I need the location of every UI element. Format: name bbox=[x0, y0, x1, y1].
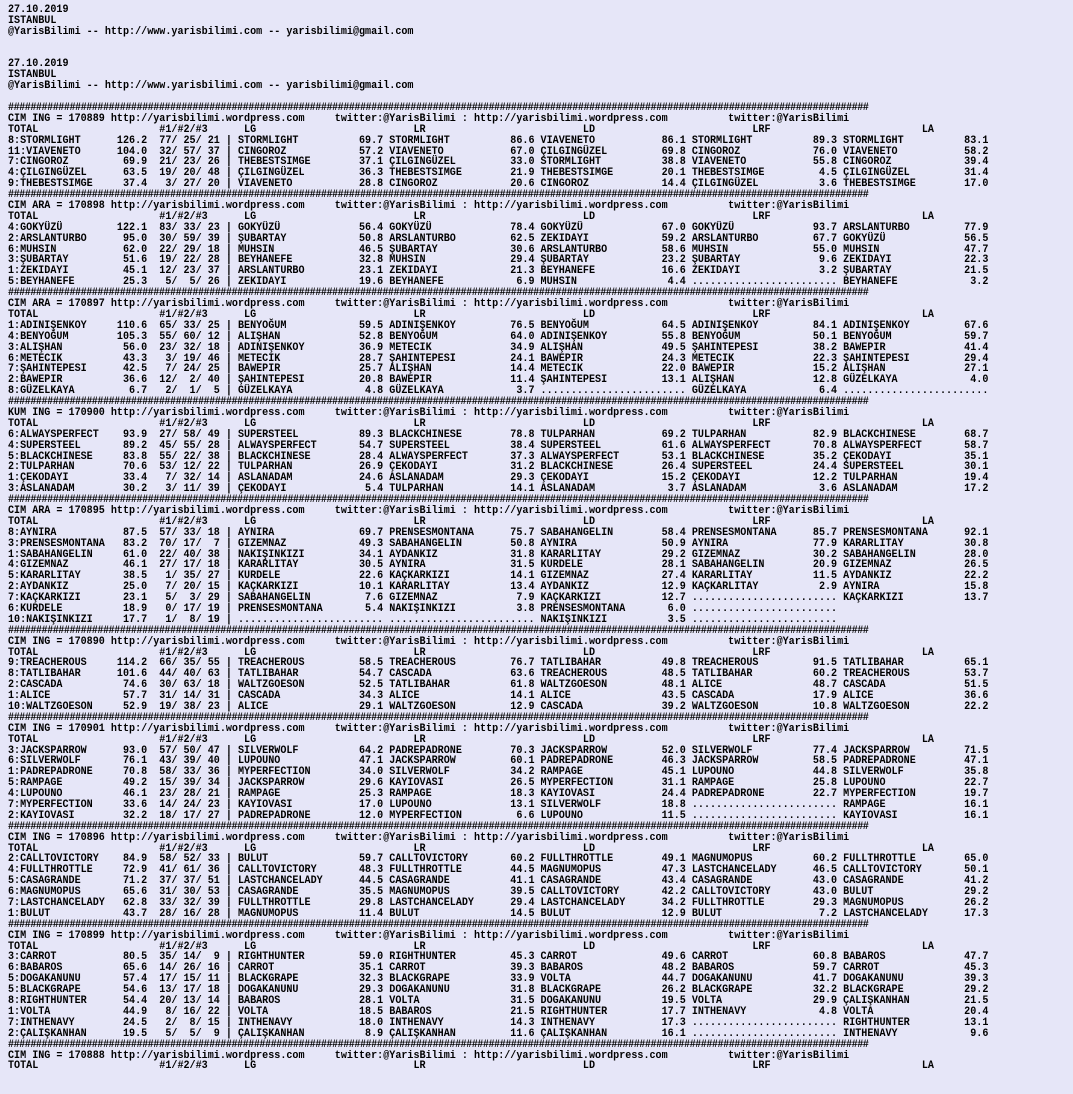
race-title: CIM ING = 170888 http://yarisbilimi.wordpress.com twitter:@YarisBilimi : http://yarisbilimi.wordpress.com twitter:@YarisBilimi bbox=[8, 1049, 850, 1062]
table-row: 2:KAYIOVASI 32.2 18/ 17/ 27 | PADREPADRONE 12.0 MYPERFECTION 6.6 LUPOUNO 11.5 ........................ KAYIOVASI 16.1 bbox=[8, 809, 989, 822]
report-contact: @YarisBilimi -- http://www.yarisbilimi.com -- yarisbilimi@gmail.com bbox=[8, 80, 414, 93]
table-row: 9:TREACHEROUS 114.2 66/ 35/ 55 | TREACHEROUS 58.5 TREACHEROUS 76.7 TATLIBAHAR 49.8 TREACHEROUS 91.5 TATLIBAHAR 65.1 bbox=[8, 657, 989, 670]
table-row: 1:ZEKIDAYI 45.1 12/ 23/ 37 | ARSLANTURBO 23.1 ZEKIDAYI 21.3 BEYHANEFE 16.6 ZEKIDAYI 3.2 ŞUBARTAY 21.5 bbox=[8, 265, 989, 278]
table-row: 5:KARARLITAY 38.5 1/ 35/ 27 | KURDELE 22.6 KAÇKARKIZI 14.1 GIZEMNAZ 27.4 KARARLITAY 11.5 AYDANKIZ 22.2 bbox=[8, 570, 989, 583]
header-block-1 bbox=[8, 5, 1073, 38]
table-row: 3:JACKSPARROW 93.0 57/ 50/ 47 | SILVERWOLF 64.2 PADREPADRONE 70.3 JACKSPARROW 52.0 SILVERWOLF 77.4 JACKSPARROW 71.5 bbox=[8, 744, 989, 757]
column-header: TOTAL #1/#2/#3 LG LR LD LRF LA bbox=[8, 515, 934, 528]
race-section bbox=[8, 190, 1073, 288]
table-row: 10:WALTZGOESON 52.9 19/ 38/ 23 | ALICE 29.1 WALTZGOESON 12.9 CASCADA 39.2 WALTZGOESON 10.8 WALTZGOESON 22.2 bbox=[8, 701, 989, 713]
table-row: 4:LUPOUNO 46.1 23/ 28/ 21 | RAMPAGE 25.3 RAMPAGE 18.3 KAYIOVASI 24.4 PADREPADRONE 22.7 MYPERFECTION 19.7 bbox=[8, 788, 989, 801]
table-row: 8:STORMLIGHT 126.2 77/ 25/ 21 | STORMLIGHT 69.7 STORMLIGHT 86.6 VIAVENETO 86.1 STORMLIGHT 89.3 STORMLIGHT 83.1 bbox=[8, 134, 989, 147]
table-row: 5:CASAGRANDE 71.2 37/ 37/ 51 | LASTCHANCELADY 44.5 CASAGRANDE 41.1 CASAGRANDE 43.4 CASAGRANDE 43.0 CASAGRANDE 41.2 bbox=[8, 875, 989, 888]
table-row: 1:BULUT 43.7 28/ 16/ 28 | MAGNUMOPUS 11.4 BULUT 14.5 BULUT 12.9 BULUT 7.2 LASTCHANCELADY 17.3 bbox=[8, 907, 989, 920]
table-row: 2:BAWEPIR 36.6 12/ 2/ 40 | ŞAHINTEPESI 20.8 BAWEPIR 11.4 ŞAHINTEPESI 13.1 ALIŞHAN 12.8 GÜZELKAYA 4.0 bbox=[8, 374, 989, 387]
table-row: 8:AYNIRA 87.5 57/ 33/ 18 | AYNIRA 69.7 PRENSESMONTANA 75.7 SABAHANGELIN 58.4 PRENSESMONTANA 85.7 PRENSESMONTANA 92.1 bbox=[8, 526, 989, 539]
table-row: 1:SABAHANGELIN 61.0 22/ 40/ 38 | NAKIŞINKIZI 34.1 AYDANKIZ 31.8 KARARLITAY 29.2 GIZEMNAZ 30.2 SABAHANGELIN 28.0 bbox=[8, 548, 989, 561]
column-header: TOTAL #1/#2/#3 LG LR LD LRF LA bbox=[8, 417, 934, 430]
table-row: 1:PADREPADRONE 70.8 58/ 33/ 36 | MYPERFECTION 34.0 SILVERWOLF 34.2 RAMPAGE 45.1 LUPOUNO 44.8 SILVERWOLF 35.8 bbox=[8, 766, 989, 779]
column-header: TOTAL #1/#2/#3 LG LR LD LRF LA bbox=[8, 308, 934, 321]
race-title: CIM ARA = 170895 http://yarisbilimi.wordpress.com twitter:@YarisBilimi : http://yarisbilimi.wordpress.com twitter:@YarisBilimi bbox=[8, 504, 850, 517]
table-row: 2:AYDANKIZ 25.0 7/ 20/ 15 | KAÇKARKIZI 10.1 KARARLITAY 13.4 AYDANKIZ 12.9 KAÇKARLITAY 2.9 AYNIRA 15.8 bbox=[8, 581, 989, 594]
column-header: TOTAL #1/#2/#3 LG LR LD LRF LA bbox=[8, 1060, 934, 1073]
table-row: 7:INTHENAVY 24.5 2/ 8/ 15 | INTHENAVY 18.0 INTHENAVY 14.3 INTHENAVY 17.3 ........................ RIGHTHUNTER 13.1 bbox=[8, 1016, 989, 1029]
separator-line: ########################################################################################################################################################## bbox=[8, 624, 869, 637]
table-row: 7:KAÇKARKIZI 23.1 5/ 3/ 29 | SABAHANGELIN 7.6 GIZEMNAZ 7.9 KAÇKARKIZI 12.7 ........................ KAÇKARKIZI 13.7 bbox=[8, 592, 989, 605]
race-title: CIM ING = 170890 http://yarisbilimi.wordpress.com twitter:@YarisBilimi : http://yarisbilimi.wordpress.com twitter:@YarisBilimi bbox=[8, 635, 850, 648]
table-row: 5:BEYHANEFE 25.3 5/ 5/ 26 | ZEKIDAYI 19.6 BEYHANEFE 6.9 MUHSIN 4.4 ........................ BEYHANEFE 3.2 bbox=[8, 276, 989, 289]
table-row: 2:TULPARHAN 70.6 53/ 12/ 22 | TULPARHAN 26.9 ÇEKODAYI 31.2 BLACKCHINESE 26.4 SUPERSTEEL 24.4 SUPERSTEEL 30.1 bbox=[8, 461, 989, 474]
column-header: TOTAL #1/#2/#3 LG LR LD LRF LA bbox=[8, 646, 934, 659]
race-section bbox=[8, 288, 1073, 397]
column-header: TOTAL #1/#2/#3 LG LR LD LRF LA bbox=[8, 940, 934, 953]
table-row: 1:VOLTA 44.9 8/ 16/ 22 | VOLTA 18.5 BABAROS 21.5 RIGHTHUNTER 17.7 INTHENAVY 4.8 VOLTA 20.4 bbox=[8, 1005, 989, 1018]
table-row: 6:BABAROS 65.6 14/ 26/ 16 | CARROT 35.1 CARROT 39.3 BABAROS 48.2 BABAROS 59.7 CARROT 45.3 bbox=[8, 962, 989, 975]
table-row: 7:ŞAHINTEPESI 42.5 7/ 24/ 25 | BAWEPIR 25.7 ALIŞHAN 14.4 METECIK 22.0 BAWEPIR 15.2 ALIŞHAN 27.1 bbox=[8, 363, 989, 376]
table-row: 4:FULLTHROTTLE 72.9 41/ 61/ 36 | CALLTOVICTORY 48.3 FULLTHROTTLE 44.5 MAGNUMOPUS 47.3 LASTCHANCELADY 46.5 CALLTOVICTORY 50.1 bbox=[8, 864, 989, 877]
table-row: 2:ARSLANTURBO 95.0 30/ 59/ 39 | ŞUBARTAY 50.8 ARSLANTURBO 62.5 ZEKIDAYI 59.2 ARSLANTURBO 67.7 GOKYÜZÜ 56.5 bbox=[8, 232, 989, 245]
separator-line: ########################################################################################################################################################## bbox=[8, 494, 869, 507]
race-title: CIM ING = 170899 http://yarisbilimi.wordpress.com twitter:@YarisBilimi : http://yarisbilimi.wordpress.com twitter:@YarisBilimi bbox=[8, 929, 850, 942]
table-row: 6:MUHSIN 62.0 22/ 29/ 18 | MUHSIN 46.5 ŞUBARTAY 30.6 ARSLANTURBO 58.6 MUHSIN 55.0 MUHSIN 47.7 bbox=[8, 243, 989, 256]
table-row: 8:TATLIBAHAR 101.6 44/ 40/ 63 | TATLIBAHAR 54.7 CASCADA 63.6 TREACHEROUS 48.5 TATLIBAHAR 60.2 TREACHEROUS 53.7 bbox=[8, 668, 989, 681]
race-title: CIM ING = 170896 http://yarisbilimi.wordpress.com twitter:@YarisBilimi : http://yarisbilimi.wordpress.com twitter:@YarisBilimi bbox=[8, 831, 850, 844]
header-block-2 bbox=[8, 59, 1073, 92]
table-row: 8:RIGHTHUNTER 54.4 20/ 13/ 14 | BABAROS 28.1 VOLTA 31.5 DOGAKANUNU 19.5 VOLTA 29.9 ÇALIŞKANHAN 21.5 bbox=[8, 995, 989, 1008]
report-date: 27.10.2019 bbox=[8, 58, 69, 71]
race-title: CIM ING = 170901 http://yarisbilimi.wordpress.com twitter:@YarisBilimi : http://yarisbilimi.wordpress.com twitter:@YarisBilimi bbox=[8, 722, 850, 735]
table-row: 7:MYPERFECTION 33.6 14/ 24/ 23 | KAYIOVASI 17.0 LUPOUNO 13.1 SILVERWOLF 18.8 ........................ RAMPAGE 16.1 bbox=[8, 799, 989, 812]
table-row: 2:CALLTOVICTORY 84.9 58/ 52/ 33 | BULUT 59.7 CALLTOVICTORY 60.2 FULLTHROTTLE 49.1 MAGNUMOPUS 60.2 FULLTHROTTLE 65.0 bbox=[8, 853, 989, 866]
report-city: ISTANBUL bbox=[8, 14, 57, 27]
column-header: TOTAL #1/#2/#3 LG LR LD LRF LA bbox=[8, 123, 934, 136]
report-city: ISTANBUL bbox=[8, 69, 57, 82]
column-header: TOTAL #1/#2/#3 LG LR LD LRF LA bbox=[8, 842, 934, 855]
report-contact: @YarisBilimi -- http://www.yarisbilimi.com -- yarisbilimi@gmail.com bbox=[8, 25, 414, 38]
table-row: 6:METECIK 43.3 3/ 19/ 46 | METECIK 28.7 ŞAHINTEPESI 24.1 BAWEPIR 24.3 METECIK 22.3 ŞAHINTEPESI 29.4 bbox=[8, 352, 989, 365]
separator-line: ########################################################################################################################################################## bbox=[8, 711, 869, 724]
race-section bbox=[8, 495, 1073, 626]
table-row: 3:CARROT 80.5 35/ 14/ 9 | RIGHTHUNTER 59.0 RIGHTHUNTER 45.3 CARROT 49.6 CARROT 60.8 BABAROS 47.7 bbox=[8, 951, 989, 964]
table-row: 7:LASTCHANCELADY 62.8 33/ 32/ 39 | FULLTHROTTLE 29.8 LASTCHANCELADY 29.4 LASTCHANCELADY 34.2 FULLTHROTTLE 29.3 MAGNUMOPUS 26.2 bbox=[8, 897, 989, 910]
table-row: 4:GIZEMNAZ 46.1 27/ 17/ 18 | KARARLITAY 30.5 AYNIRA 31.5 KURDELE 28.1 SABAHANGELIN 20.9 GIZEMNAZ 26.5 bbox=[8, 559, 989, 572]
race-section bbox=[8, 713, 1073, 822]
table-row: 3:ALIŞHAN 56.0 23/ 32/ 18 | ADINIŞENKOY 36.9 METECIK 34.9 ALIŞHAN 49.5 ŞAHINTEPESI 38.2 BAWEPIR 41.4 bbox=[8, 341, 989, 354]
race-title: CIM ARA = 170898 http://yarisbilimi.wordpress.com twitter:@YarisBilimi : http://yarisbilimi.wordpress.com twitter:@YarisBilimi bbox=[8, 200, 850, 213]
table-row: 5:BLACKGRAPE 54.6 13/ 17/ 18 | DOGAKANUNU 29.3 DOGAKANUNU 31.8 BLACKGRAPE 26.2 BLACKGRAPE 32.2 BLACKGRAPE 29.2 bbox=[8, 984, 989, 997]
table-row: 4:BENYOĞUM 105.3 55/ 60/ 12 | ALIŞHAN 52.8 BENYOĞUM 64.0 ADINIŞENKOY 55.8 BENYOĞUM 50.1 BENYOĞUM 59.7 bbox=[8, 330, 989, 343]
table-row: 6:MAGNUMOPUS 65.6 31/ 30/ 53 | CASAGRANDE 35.5 MAGNUMOPUS 39.5 CALLTOVICTORY 42.2 CALLTOVICTORY 43.0 BULUT 29.2 bbox=[8, 886, 989, 899]
column-header: TOTAL #1/#2/#3 LG LR LD LRF LA bbox=[8, 210, 934, 223]
table-row: 8:GÜZELKAYA 6.7 2/ 1/ 5 | GÜZELKAYA 4.8 GÜZELKAYA 3.7 ........................ GÜZELKAYA 6.4 ........................ bbox=[8, 385, 989, 398]
table-row: 6:ALWAYSPERFECT 93.9 27/ 58/ 49 | SUPERSTEEL 89.3 BLACKCHINESE 78.8 TULPARHAN 69.2 TULPARHAN 82.9 BLACKCHINESE 68.7 bbox=[8, 428, 989, 441]
table-row: 9:THEBESTSIMGE 37.4 3/ 27/ 20 | VIAVENETO 28.8 CINGOROZ 20.6 CINGOROZ 14.4 ÇILGINGÜZEL 3.6 THEBESTSIMGE 17.0 bbox=[8, 178, 989, 191]
table-row: 3:ASLANADAM 30.2 3/ 11/ 39 | ÇEKODAYI 5.4 TULPARHAN 14.1 ASLANADAM 3.7 ASLANADAM 3.6 ASLANADAM 17.2 bbox=[8, 483, 989, 496]
table-row: 11:VIAVENETO 104.0 32/ 57/ 37 | CINGOROZ 57.2 VIAVENETO 67.0 ÇILGINGÜZEL 69.8 CINGOROZ 76.0 VIAVENETO 58.2 bbox=[8, 145, 989, 158]
separator-line: ########################################################################################################################################################## bbox=[8, 287, 869, 300]
table-row: 1:ALICE 57.7 31/ 14/ 31 | CASCADA 34.3 ALICE 14.1 ALICE 43.5 CASCADA 17.9 ALICE 36.6 bbox=[8, 690, 989, 703]
blank-line bbox=[8, 38, 998, 49]
race-title: CIM ING = 170889 http://yarisbilimi.wordpress.com twitter:@YarisBilimi : http://yarisbilimi.wordpress.com twitter:@YarisBilimi bbox=[8, 112, 850, 125]
separator-line: ########################################################################################################################################################## bbox=[8, 1038, 869, 1051]
table-row: 4:ÇILGINGÜZEL 63.5 19/ 20/ 48 | ÇILGINGÜZEL 36.3 THEBESTSIMGE 21.9 THEBESTSIMGE 20.1 THEBESTSIMGE 4.5 ÇILGINGÜZEL 31.4 bbox=[8, 167, 989, 180]
race-section bbox=[8, 1040, 1073, 1073]
separator-line: ########################################################################################################################################################## bbox=[8, 102, 869, 115]
race-title: KUM ING = 170900 http://yarisbilimi.wordpress.com twitter:@YarisBilimi : http://yarisbilimi.wordpress.com twitter:@YarisBilimi bbox=[8, 406, 850, 419]
column-header: TOTAL #1/#2/#3 LG LR LD LRF LA bbox=[8, 733, 934, 746]
table-row: 3:ŞUBARTAY 51.6 19/ 22/ 28 | BEYHANEFE 32.8 MUHSIN 29.4 ŞUBARTAY 23.2 ŞUBARTAY 9.6 ZEKIDAYI 22.3 bbox=[8, 254, 989, 267]
separator-line: ########################################################################################################################################################## bbox=[8, 396, 869, 409]
table-row: 10:NAKIŞINKIZI 17.7 1/ 8/ 19 | ........................ ........................ NAKIŞINKIZI 3.5 ........................ bbox=[8, 613, 838, 626]
race-section bbox=[8, 920, 1073, 1040]
table-row: 2:ÇALIŞKANHAN 19.5 5/ 5/ 9 | ÇALIŞKANHAN 8.9 ÇALIŞKANHAN 11.6 ÇALIŞKANHAN 16.1 ........................ INTHENAVY 9.6 bbox=[8, 1027, 989, 1040]
separator-line: ########################################################################################################################################################## bbox=[8, 820, 869, 833]
table-row: 4:SUPERSTEEL 89.2 45/ 55/ 28 | ALWAYSPERFECT 54.7 SUPERSTEEL 38.4 SUPERSTEEL 61.6 ALWAYSPERFECT 70.8 ALWAYSPERFECT 58.7 bbox=[8, 439, 989, 452]
race-section bbox=[8, 397, 1073, 495]
table-row: 5:BLACKCHINESE 83.8 55/ 22/ 38 | BLACKCHINESE 28.4 ALWAYSPERFECT 37.3 ALWAYSPERFECT 53.1 BLACKCHINESE 35.2 ÇEKODAYI 35.1 bbox=[8, 450, 989, 463]
race-section bbox=[8, 103, 1073, 190]
race-sections bbox=[8, 103, 1073, 1072]
report-date: 27.10.2019 bbox=[8, 4, 69, 16]
table-row: 5:DOGAKANUNU 57.4 17/ 15/ 11 | BLACKGRAPE 32.3 BLACKGRAPE 33.9 VOLTA 44.7 DOGAKANUNU 41.7 DOGAKANUNU 39.3 bbox=[8, 973, 989, 986]
table-row: 1:ADINIŞENKOY 110.6 65/ 33/ 25 | BENYOĞUM 59.5 ADINIŞENKOY 76.5 BENYOĞUM 64.5 ADINIŞENKOY 84.1 ADINIŞENKOY 67.6 bbox=[8, 319, 989, 332]
table-row: 4:GOKYÜZÜ 122.1 83/ 33/ 23 | GOKYÜZÜ 56.4 GOKYÜZÜ 78.4 GOKYÜZÜ 67.0 GOKYÜZÜ 93.7 ARSLANTURBO 77.9 bbox=[8, 221, 989, 234]
race-title: CIM ARA = 170897 http://yarisbilimi.wordpress.com twitter:@YarisBilimi : http://yarisbilimi.wordpress.com twitter:@YarisBilimi bbox=[8, 298, 850, 311]
table-row: 6:KURDELE 18.9 0/ 17/ 19 | PRENSESMONTANA 5.4 NAKIŞINKIZI 3.8 PRENSESMONTANA 6.0 ........................ bbox=[8, 602, 838, 615]
table-row: 5:RAMPAGE 49.2 15/ 39/ 34 | JACKSPARROW 29.6 KAYIOVASI 26.5 MYPERFECTION 31.1 RAMPAGE 25.8 LUPOUNO 22.7 bbox=[8, 777, 989, 790]
blank-line bbox=[8, 49, 998, 60]
table-row: 3:PRENSESMONTANA 83.2 70/ 17/ 7 | GIZEMNAZ 49.3 SABAHANGELIN 50.8 AYNIRA 50.9 AYNIRA 77.9 KARARLITAY 30.8 bbox=[8, 537, 989, 550]
table-row: 7:CINGOROZ 69.9 21/ 23/ 26 | THEBESTSIMGE 37.1 ÇILGINGÜZEL 33.0 STORMLIGHT 38.8 VIAVENETO 55.8 CINGOROZ 39.4 bbox=[8, 156, 989, 169]
table-row: 6:SILVERWOLF 76.1 43/ 39/ 40 | LUPOUNO 47.1 JACKSPARROW 60.1 PADREPADRONE 46.3 JACKSPARROW 58.5 PADREPADRONE 47.1 bbox=[8, 755, 989, 768]
race-section bbox=[8, 822, 1073, 920]
table-row: 2:CASCADA 74.6 30/ 63/ 18 | WALTZGOESON 52.5 TATLIBAHAR 61.8 WALTZGOESON 48.1 ALICE 48.7 CASCADA 51.5 bbox=[8, 679, 989, 692]
separator-line: ########################################################################################################################################################## bbox=[8, 189, 869, 202]
separator-line: ########################################################################################################################################################## bbox=[8, 918, 869, 931]
race-section bbox=[8, 626, 1073, 713]
table-row: 1:ÇEKODAYI 33.4 7/ 32/ 14 | ASLANADAM 24.6 ASLANADAM 29.3 ÇEKODAYI 15.2 ÇEKODAYI 12.2 TULPARHAN 19.4 bbox=[8, 472, 989, 485]
